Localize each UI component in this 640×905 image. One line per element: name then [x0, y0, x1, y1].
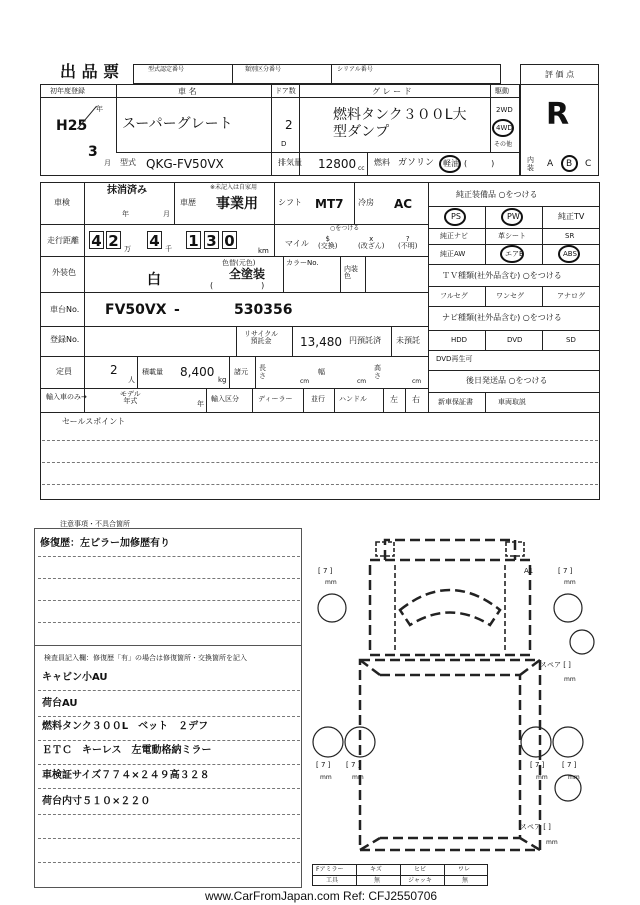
drive-other: その他: [494, 141, 513, 148]
handle-left: 左: [390, 395, 398, 404]
cooling-value: AC: [394, 197, 413, 211]
legend-jack-value: 無: [462, 877, 469, 884]
mileage-digit: 3: [204, 231, 219, 249]
after-warranty: 新車保証書: [438, 398, 473, 406]
tv-title: ＴＶ種類(社外品含む) ○をつける: [442, 271, 562, 280]
equip-ps-circle: [444, 208, 466, 226]
tire-rl1-unit: mm: [320, 774, 332, 781]
tire-rr1-unit: mm: [536, 774, 548, 781]
fuel-label: 燃料: [374, 158, 390, 167]
tire-fl-depth: [ 7 ]: [318, 567, 333, 575]
interior-b-circle: [561, 155, 578, 172]
navi-sd: SD: [566, 336, 576, 344]
cooling-label: 冷房: [358, 198, 374, 207]
footer-reference: www.CarFromJapan.com Ref: CFJ2550706: [205, 889, 438, 903]
note-line: キャビン小AU: [42, 672, 108, 683]
registration-era: H25: [56, 118, 88, 134]
note-line: 車検証サイズ７７４×２４９高３２８: [42, 770, 210, 781]
evaluation-label: 評 価 点: [545, 70, 575, 79]
header-id-box: [133, 64, 501, 84]
mileage-km-unit: km: [258, 247, 269, 255]
legend-tools-value: 無: [374, 877, 381, 884]
note-line: ＥＴＣ キーレス 左電動格納ミラー: [42, 745, 212, 756]
legend-tools: 工具: [326, 877, 339, 884]
load-unit: kg: [218, 376, 227, 384]
drive-2wd: 2WD: [496, 106, 513, 114]
equip-pw-circle: [501, 208, 523, 226]
mileage-option-replaced: $ (交換): [318, 235, 338, 250]
color-change-value: 全塗装: [229, 267, 266, 281]
history-value: 事業用: [216, 196, 258, 212]
color-change-original: ( ): [210, 281, 265, 290]
drive-4wd-circle: [492, 119, 514, 137]
length-label: 長さ: [259, 364, 266, 380]
note-line: 荷台内寸５１０×２２０: [42, 796, 151, 807]
tv-fullseg: フルセグ: [440, 292, 468, 300]
doors-suffix: D: [281, 140, 287, 148]
notes-heading: 注意事項・不具合箇所: [60, 520, 130, 528]
navi-hdd: HDD: [451, 336, 468, 344]
handle-label: ハンドル: [339, 395, 367, 403]
import-category-label: 輸入区分: [211, 395, 239, 403]
doors-value: 2: [285, 118, 293, 132]
note-line: 燃料タンク３００L ベット ２デフ: [42, 721, 209, 732]
chassis-dash: -: [174, 302, 180, 318]
tire-fl-unit: mm: [325, 579, 337, 586]
mileage-man-unit: 万: [124, 245, 131, 253]
tire-rr2-unit: mm: [568, 774, 580, 781]
interior-b: B: [566, 159, 573, 169]
navi-title: ナビ種類(社外品含む) ○をつける: [442, 313, 562, 322]
color-change-label: 色替(元色): [222, 259, 256, 267]
mileage-digit: 4: [147, 231, 162, 249]
spare-rear-unit: mm: [546, 839, 558, 846]
import-only-label: 輸入車のみ→: [46, 393, 87, 401]
equip-tv: 純正TV: [558, 212, 585, 221]
grade-text-1: 燃料タンク３００L大: [333, 107, 467, 123]
equip-sr: SR: [565, 232, 575, 240]
spare-front-label: スペア [ ]: [540, 661, 571, 669]
first-registration-label: 初年度登録: [50, 87, 85, 95]
month-unit: 月: [104, 159, 111, 167]
length-unit: cm: [300, 378, 310, 385]
tire-rl1-depth: [ 7 ]: [316, 761, 331, 769]
load-label: 積載量: [142, 368, 163, 376]
registration-no-label: 登録No.: [50, 335, 80, 344]
displacement-label: 排気量: [278, 158, 302, 167]
car-name-label: 車 名: [178, 87, 197, 96]
legend-jack: ジャッキ: [408, 877, 432, 884]
chassis-number: 530356: [234, 302, 293, 318]
equip-airbag: エアB: [505, 250, 524, 258]
spare-rear-label: スペア [ ]: [520, 823, 551, 831]
mileage-label: 走行距離: [47, 236, 79, 245]
equip-navi: 純正ナビ: [440, 232, 468, 240]
capacity-value: 2: [110, 363, 118, 377]
recycle-label: リサイクル 預託金: [244, 330, 279, 345]
model-label: 型式: [120, 158, 136, 167]
width-unit: cm: [357, 378, 367, 385]
registration-month: 3: [88, 144, 98, 160]
equip-pw: PW: [507, 212, 520, 221]
sales-point-label: セールスポイント: [62, 417, 126, 426]
equip-aw: 純正AW: [440, 250, 466, 258]
truck-diagram: [300, 520, 600, 865]
load-value: 8,400: [180, 365, 215, 379]
interior-label: 内装: [527, 156, 534, 172]
type-approval-label: 型式認定番号: [148, 66, 185, 73]
import-dealer: ディーラー: [258, 395, 293, 403]
doors-label: ドア数: [275, 87, 296, 95]
after-manual: 車両取説: [498, 398, 526, 406]
tire-rr1-depth: [ 7 ]: [530, 761, 545, 769]
equip-ps: PS: [451, 212, 461, 221]
tv-analog: アナログ: [557, 292, 585, 300]
chassis-model: FV50VX: [105, 302, 167, 318]
equip-leather: 革シート: [498, 232, 526, 240]
mileage-sen-unit: 千: [165, 245, 172, 253]
tire-rr2-depth: [ 7 ]: [562, 761, 577, 769]
history-note: ※未記入は自家用: [210, 184, 258, 191]
form-title: 出 品 票: [60, 62, 120, 81]
legend-break: ワレ: [458, 866, 471, 873]
dvd-playback: DVD再生可: [436, 355, 473, 363]
year-unit: 年: [96, 105, 103, 113]
mileage-digit: 0: [222, 231, 237, 249]
displacement-value: 12800: [318, 157, 357, 171]
model-year-label: モデル 年式: [120, 390, 141, 405]
drive-label: 駆動: [495, 87, 509, 95]
chassis-label: 車台No.: [50, 305, 80, 314]
inspection-label: 車検: [54, 198, 70, 207]
exterior-color-value: 白: [147, 272, 161, 288]
car-name: スーパーグレート: [122, 116, 233, 132]
tv-oneseg: ワンセグ: [496, 292, 524, 300]
drive-4wd: 4WD: [496, 124, 513, 132]
mileage-mile-unit: マイル: [285, 239, 309, 248]
recycle-unit: 円預託済: [349, 336, 381, 345]
fuel-diesel: 軽油: [443, 159, 459, 168]
width-label: 幅: [318, 368, 325, 376]
tire-rl2-unit: mm: [352, 774, 364, 781]
grade-text-2: 型ダンプ: [333, 124, 390, 140]
serial-label: シリアル番号: [337, 66, 373, 73]
inspection-month-unit: 月: [163, 210, 170, 218]
inspection-year-unit: 年: [122, 210, 129, 218]
capacity-label: 定員: [56, 367, 72, 376]
grade-label: グ レ ー ド: [372, 87, 412, 96]
shift-label: シフト: [278, 198, 302, 207]
legend-mirror: Fアミラー: [316, 866, 344, 873]
spec-label: 諸元: [234, 368, 248, 376]
navi-dvd: DVD: [507, 336, 523, 344]
height-unit: cm: [412, 378, 422, 385]
category-label: 類別区分番号: [245, 66, 282, 73]
import-parallel: 並行: [311, 395, 325, 403]
tire-rl2-depth: [ 7 ]: [346, 761, 361, 769]
capacity-unit: 人: [128, 376, 135, 384]
height-label: 高さ: [374, 364, 381, 380]
legend-crack: ヒビ: [414, 866, 427, 873]
displacement-unit: cc: [358, 165, 365, 172]
recycle-none: 未預託: [396, 336, 420, 345]
inspector-label: 検査員記入欄：修復歴「有」の場合は修復箇所・交換箇所を記入: [44, 654, 247, 662]
mileage-digit: 4: [89, 231, 104, 249]
equip-abs-circle: [558, 245, 580, 263]
tire-fr-depth: [ 7 ]: [558, 567, 573, 575]
interior-color-label: 内装 色: [344, 265, 358, 280]
shift-value: MT7: [315, 197, 344, 211]
interior-a: A: [547, 159, 554, 169]
legend-scratch: キズ: [370, 866, 382, 873]
mileage-option-tampered: x (改ざん): [358, 235, 385, 250]
fuel-other: ( ): [464, 159, 495, 168]
equip-airbag-circle: [500, 245, 524, 263]
exterior-color-label: 外装色: [52, 268, 76, 277]
note-line: 荷台AU: [42, 698, 78, 709]
mileage-digit: 1: [186, 231, 201, 249]
mileage-option-label: ○をつける: [330, 225, 360, 232]
spare-front-unit: mm: [564, 676, 576, 683]
repair-history: 修復歴：左ピラー加修歴有り: [40, 538, 170, 549]
equip-abs: ABS: [563, 250, 577, 258]
after-title: 後日発送品 ○をつける: [466, 376, 548, 385]
dent-mark-a1: A1: [524, 567, 534, 575]
color-number-label: カラーNo.: [286, 259, 319, 267]
interior-c: C: [585, 159, 592, 169]
history-label: 車歴: [180, 198, 196, 207]
import-year-unit: 年: [197, 400, 204, 408]
tire-fr-unit: mm: [564, 579, 576, 586]
equipment-title: 純正装備品 ○をつける: [456, 190, 538, 199]
recycle-value: 13,480: [300, 335, 342, 349]
fuel-gasoline: ガソリン: [398, 158, 435, 168]
inspection-value: 抹消済み: [107, 185, 147, 196]
mileage-digit: 2: [106, 231, 121, 249]
handle-right: 右: [412, 395, 420, 404]
model-value: QKG-FV50VX: [146, 157, 224, 171]
mileage-option-unknown: ? (不明): [398, 235, 418, 250]
evaluation-grade: R: [546, 97, 570, 132]
fuel-diesel-circle: [439, 155, 461, 173]
